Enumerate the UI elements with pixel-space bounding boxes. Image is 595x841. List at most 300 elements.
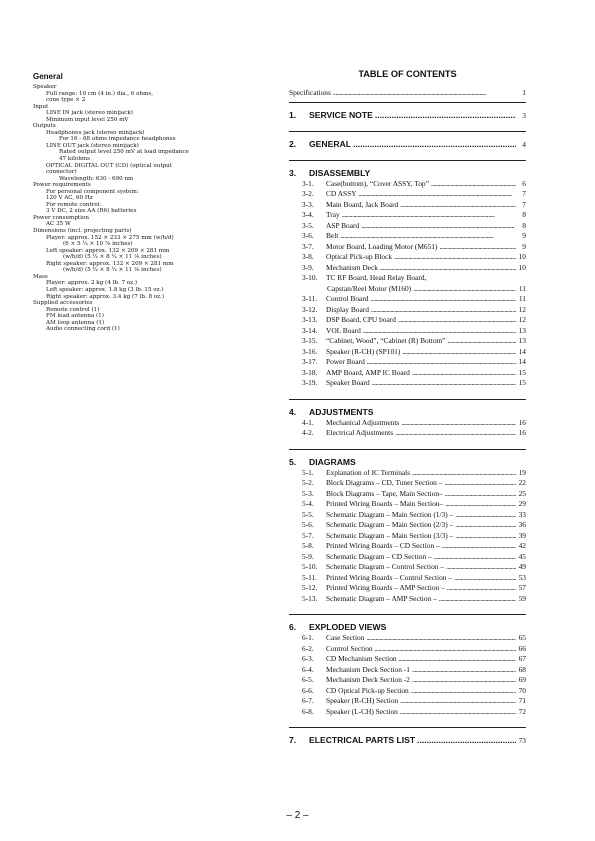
toc-section-title (289, 734, 415, 746)
spec-detail: AC 35 W (46, 221, 71, 228)
toc-section-title (289, 406, 373, 418)
toc-item-label: Schematic Diagram – Main Section (2/3) – (326, 520, 454, 529)
toc-item-label: Schematic Diagram – AMP Section – (326, 593, 437, 603)
toc-item-label: CD ASSY (326, 189, 357, 198)
toc-item-label-group (302, 531, 453, 542)
toc-item[interactable] (289, 552, 526, 563)
leader-dots (444, 478, 516, 489)
toc-item-number: 3-12. (302, 304, 318, 314)
toc-item-label-group (302, 263, 378, 274)
toc-item-label: Display Board (326, 304, 369, 314)
toc-item-number: 3-3. (302, 199, 314, 209)
toc-item-page: 8 (522, 210, 526, 219)
leader-dots (447, 583, 516, 594)
toc-item[interactable] (289, 357, 526, 368)
toc-item[interactable] (289, 675, 526, 686)
section-gap (289, 604, 526, 611)
spec-detail: For 16 - 68 ohms impedance headphones (59, 136, 176, 143)
leader-dots (434, 552, 516, 563)
toc-item[interactable] (289, 654, 526, 665)
toc-item-page: 7 (522, 189, 526, 198)
spec-detail: Rated output level 250 mV at load impedance (59, 149, 189, 156)
spec-category: Supplied accessories (33, 300, 93, 307)
toc-item-page: 57 (518, 583, 526, 592)
leader-dots (342, 210, 516, 221)
leader-dots (412, 665, 516, 676)
toc-section-number: 2. (289, 138, 297, 149)
leader-dots (340, 231, 516, 242)
spec-category: Outputs (33, 123, 56, 130)
toc-item-page: 59 (518, 593, 526, 603)
toc-item[interactable] (289, 633, 526, 644)
toc-item-label-group (302, 707, 398, 718)
spec-detail: OPTICAL DIGITAL OUT (CD) (optical output (46, 162, 173, 169)
toc-item-label: Belt (326, 231, 339, 240)
toc-item-number: 3-6. (302, 231, 314, 240)
toc-item-page: 10 (518, 252, 526, 261)
toc-section-5[interactable] (289, 456, 526, 468)
leader-dots (401, 418, 516, 429)
spec-detail: Right speaker: approx. 132 × 209 × 281 mm (46, 260, 174, 267)
toc-item[interactable] (289, 347, 526, 358)
toc-item-label-group (302, 326, 361, 337)
toc-item[interactable] (289, 583, 526, 594)
toc-item[interactable] (289, 336, 526, 347)
spec-detail: Right speaker: approx. 3.4 kg (7 lb. 8 oz.) (46, 293, 165, 300)
leader-dots (367, 357, 516, 368)
toc-item-label-group (302, 418, 399, 429)
toc-item-label-group (302, 315, 396, 326)
section-gap (289, 717, 526, 724)
section-divider (289, 102, 526, 103)
toc-item[interactable] (289, 273, 526, 284)
spec-detail: LINE IN jack (stereo minijack) (46, 110, 133, 117)
toc-section-title (289, 167, 370, 179)
toc-item[interactable] (289, 478, 526, 489)
toc-item-page: 12 (518, 304, 526, 314)
toc-item-page: 8 (522, 220, 526, 230)
spec-detail: For personal component system: (46, 188, 139, 195)
toc-item-number: 5-3. (302, 488, 314, 498)
toc-item-page: 36 (518, 520, 526, 529)
toc-item-number: 3-18. (302, 367, 318, 377)
table-of-contents (289, 68, 526, 746)
section-divider (289, 614, 526, 615)
toc-item-page: 53 (518, 572, 526, 582)
spec-detail: Audio connecting cord (1) (46, 326, 120, 333)
toc-section-label: GENERAL (309, 138, 352, 149)
toc-item-number: 3-5. (302, 220, 314, 230)
toc-item[interactable] (289, 326, 526, 337)
toc-item-label-group (302, 552, 432, 563)
toc-item-page: 9 (522, 231, 526, 240)
toc-item-number: 6-6. (302, 685, 314, 695)
toc-entry-page: 1 (522, 88, 526, 97)
toc-item[interactable] (289, 468, 526, 479)
toc-item-page: 11 (518, 283, 526, 293)
toc-item[interactable] (289, 231, 526, 242)
leader-dots (455, 510, 516, 521)
toc-item-number: 3-17. (302, 357, 318, 366)
toc-item-number: 6-8. (302, 706, 314, 716)
toc-item-label-group (302, 478, 442, 489)
toc-item-page: 42 (518, 541, 526, 550)
leader-dots (412, 368, 516, 379)
toc-item-label: Electrical Adjustments (326, 428, 394, 437)
toc-item-label-group (302, 347, 400, 358)
toc-item-label-group (302, 200, 398, 211)
toc-item-page: 13 (518, 336, 526, 345)
toc-item-label: Power Board (326, 357, 365, 366)
toc-item-number: 3-10. (302, 273, 318, 282)
toc-item-label: Main Board, Jack Board (326, 199, 399, 209)
section-gap (289, 150, 526, 157)
toc-section-number: 4. (289, 406, 297, 417)
leader-dots (445, 489, 516, 500)
leader-dots (333, 88, 516, 99)
toc-item[interactable] (289, 644, 526, 655)
toc-item-label: Mechanism Deck Section -1 (326, 664, 410, 674)
spec-detail: Headphones jack (stereo minijack) (46, 129, 145, 136)
leader-dots (454, 573, 516, 584)
leader-dots (412, 468, 516, 479)
toc-item[interactable] (289, 305, 526, 316)
toc-section-number: 6. (289, 622, 297, 632)
toc-item-number: 3-1. (302, 178, 314, 188)
toc-item-label: Printed Wiring Boards – AMP Section – (326, 583, 445, 592)
toc-item-number: 5-1. (302, 467, 314, 477)
spec-detail: (w/h/d) (5 ¼ × 8 ¼ × 11 ⅛ inches) (63, 267, 162, 274)
section-gap (289, 121, 526, 128)
spec-detail: Player: approx. 2 kg (4 lb. 7 oz.) (46, 280, 138, 287)
toc-item-page: 14 (518, 346, 526, 356)
toc-item-page: 16 (518, 417, 526, 427)
toc-item[interactable] (289, 418, 526, 429)
toc-section-2[interactable] (289, 138, 526, 150)
section-divider (289, 727, 526, 728)
toc-item[interactable] (289, 665, 526, 676)
leader-dots (455, 531, 516, 542)
toc-item-number: 3-19. (302, 378, 318, 387)
toc-item-label-group (302, 675, 410, 686)
toc-item-page: 19 (518, 467, 526, 477)
toc-item-label-group (302, 294, 369, 305)
toc-item-number: 3-4. (302, 210, 314, 219)
toc-item-number: 5-13. (302, 593, 318, 603)
toc-item-label: Schematic Diagram – CD Section – (326, 551, 432, 561)
toc-item-label: Speaker (L-CH) Section (326, 706, 398, 716)
leader-dots (395, 428, 516, 439)
toc-item-number: 3-9. (302, 262, 314, 272)
toc-section-label: ADJUSTMENTS (309, 406, 374, 417)
toc-section-page: 73 (518, 736, 526, 745)
toc-item[interactable] (289, 210, 526, 221)
toc-item[interactable] (289, 189, 526, 200)
toc-item-page: 68 (518, 664, 526, 674)
toc-section-number: 1. (289, 109, 297, 120)
toc-item-number: 3-14. (302, 325, 318, 335)
toc-item-label: Printed Wiring Boards – Control Section – (326, 572, 453, 582)
leader-dots (353, 138, 516, 150)
toc-item[interactable] (289, 294, 526, 305)
toc-item-label-group (302, 252, 392, 263)
toc-item[interactable] (289, 707, 526, 718)
toc-section-number: 5. (289, 456, 297, 467)
toc-item-page: 69 (518, 675, 526, 684)
toc-item-number: 6-7. (302, 696, 314, 705)
toc-item-label: Control Section (326, 643, 373, 653)
toc-item-label: Control Board (326, 294, 369, 303)
leader-dots (411, 686, 516, 697)
spec-detail: Left speaker: approx. 132 × 209 × 281 mm (46, 247, 170, 254)
toc-item-label-group (302, 541, 440, 552)
toc-item-label-group (302, 189, 357, 200)
toc-item[interactable] (289, 541, 526, 552)
section-gap (289, 389, 526, 396)
toc-item-label: Optical Pick-up Block (326, 252, 393, 261)
leader-dots (371, 305, 516, 316)
toc-item-number: 5-5. (302, 509, 314, 519)
toc-item[interactable] (289, 696, 526, 707)
toc-item[interactable] (289, 378, 526, 389)
toc-item-page: 25 (518, 488, 526, 498)
toc-item-label-group (302, 221, 359, 232)
toc-item[interactable] (289, 510, 526, 521)
toc-title: TABLE OF CONTENTS (358, 69, 457, 79)
toc-item-label: DSP Board, CPU board (326, 315, 396, 324)
leader-dots (455, 520, 516, 531)
leader-dots (448, 336, 516, 347)
toc-item-label-group (302, 489, 443, 500)
toc-item-label: Mechanical Adjustments (326, 417, 400, 427)
spec-detail: (6 × 5 ¼ × 10 ⅞ inches) (63, 241, 133, 248)
leader-dots (399, 654, 516, 665)
spec-category: Power requirements (33, 182, 91, 189)
spec-category: Mass (33, 273, 48, 280)
toc-item-number: 5-12. (302, 583, 318, 592)
toc-item-label-group (302, 468, 410, 479)
toc-item-page: 16 (518, 428, 526, 437)
toc-item-page: 72 (518, 706, 526, 716)
toc-item-number: 3-11. (302, 294, 318, 303)
spec-detail: Remote control (1) (46, 306, 100, 313)
toc-item-label-group (302, 179, 429, 190)
toc-item-page: 71 (518, 696, 526, 705)
toc-section-page: 3 (522, 110, 526, 120)
toc-sections (289, 102, 526, 747)
toc-item-label-group (302, 644, 373, 655)
toc-section-page: 4 (522, 139, 526, 149)
toc-item-label: Block Diagrams – Tape, Main Section– (326, 488, 443, 498)
toc-item-number: 3-16. (302, 346, 318, 356)
toc-item-label-group (302, 231, 338, 242)
leader-dots (417, 734, 516, 746)
toc-item-page: 39 (518, 530, 526, 540)
toc-item-number: 6-2. (302, 643, 314, 653)
toc-item-label: Case Section (326, 633, 365, 642)
leader-dots (400, 707, 516, 718)
spec-category: Power consumption (33, 214, 89, 221)
spec-category: Dimensions (incl. projecting parts) (33, 228, 132, 235)
toc-item-label-group (302, 242, 437, 253)
toc-item[interactable] (289, 594, 526, 605)
toc-item-page: 15 (518, 378, 526, 387)
spec-detail: Wavelength: 630 - 690 nm (59, 175, 134, 182)
toc-item[interactable] (289, 428, 526, 439)
toc-item[interactable] (289, 573, 526, 584)
leader-dots (398, 315, 516, 326)
toc-item[interactable] (289, 242, 526, 253)
spec-detail: Left speaker: approx. 1.8 kg (3 lb. 15 oz.) (46, 286, 164, 293)
spec-category: Speaker (33, 84, 57, 90)
spec-detail: LINE OUT jack (stereo minijack) (46, 142, 139, 149)
toc-item-number: 3-8. (302, 252, 314, 261)
toc-item-label: Mechanism Deck Section -2 (326, 675, 410, 684)
toc-item-label-group (302, 583, 445, 594)
toc-item-number: 5-11. (302, 572, 318, 582)
general-specs (33, 72, 258, 333)
toc-section-title (289, 109, 373, 121)
toc-section-label: DIAGRAMS (309, 456, 356, 467)
toc-item-page: 11 (518, 294, 526, 303)
toc-item-number: 6-5. (302, 675, 314, 684)
toc-section-number: 3. (289, 167, 297, 178)
toc-section-label: EXPLODED VIEWS (309, 622, 387, 632)
toc-item-page: 9 (522, 241, 526, 251)
toc-item-page: 13 (518, 325, 526, 335)
toc-section-6[interactable] (289, 621, 526, 633)
toc-section-title (289, 138, 351, 150)
leader-dots (375, 644, 516, 655)
toc-item-label: AMP Board, AMP IC Board (326, 367, 410, 377)
toc-item-page: 66 (518, 643, 526, 653)
leader-dots (372, 378, 516, 389)
leader-dots (439, 242, 516, 253)
spec-detail: (w/h/d) (5 ¼ × 8 ¼ × 11 ⅛ inches) (63, 254, 162, 261)
toc-item-number: 5-10. (302, 562, 318, 571)
toc-item[interactable] (289, 368, 526, 379)
toc-section-7[interactable] (289, 734, 526, 746)
toc-item[interactable] (289, 489, 526, 500)
toc-item-label: Speaker (R-CH) (SP101) (326, 346, 401, 356)
toc-item[interactable] (289, 263, 526, 274)
toc-item-page: 22 (518, 478, 526, 487)
toc-section-1[interactable] (289, 109, 526, 121)
leader-dots (371, 294, 517, 305)
toc-entry-specifications[interactable] (289, 88, 526, 99)
toc-item-label-group (302, 520, 453, 531)
toc-item-page: 6 (522, 178, 526, 188)
toc-item-label-group (302, 336, 446, 347)
toc-item[interactable] (289, 221, 526, 232)
toc-item-label: CD Optical Pick-up Section (326, 685, 409, 695)
toc-item-number: 3-7. (302, 241, 314, 251)
toc-item-page: 33 (518, 509, 526, 519)
toc-item-page: 70 (518, 685, 526, 695)
toc-section-number: 7. (289, 735, 297, 745)
toc-item-page: 49 (518, 562, 526, 571)
spec-detail: FM lead antenna (1) (46, 313, 104, 320)
toc-item-number: 4-1. (302, 417, 314, 427)
toc-item-label: Schematic Diagram – Main Section (3/3) – (326, 530, 454, 540)
toc-item-continuation-row[interactable] (289, 284, 526, 295)
leader-dots (363, 326, 516, 337)
toc-item-continuation: Capstan/Reel Motor (M160) (327, 283, 412, 293)
toc-item[interactable] (289, 562, 526, 573)
toc-section-4[interactable] (289, 406, 526, 418)
toc-item-number: 5-7. (302, 530, 314, 540)
toc-item-page: 45 (518, 551, 526, 561)
spec-detail: Minimum input level 250 mV (46, 116, 129, 123)
toc-item[interactable] (289, 252, 526, 263)
toc-item[interactable] (289, 531, 526, 542)
toc-item-label-group (302, 696, 398, 707)
toc-item-label: Speaker (R-CH) Section (326, 696, 399, 705)
section-divider (289, 399, 526, 400)
toc-item-label: Block Diagrams – CD, Tuner Section – (326, 478, 443, 487)
toc-item[interactable] (289, 499, 526, 510)
toc-item-label-group (302, 357, 365, 368)
toc-item-number: 3-13. (302, 315, 318, 324)
general-spec-lines (33, 84, 258, 333)
toc-item-number: 6-4. (302, 664, 314, 674)
toc-item-number: 6-3. (302, 654, 314, 663)
toc-item[interactable] (289, 200, 526, 211)
toc-item-label-group (302, 686, 409, 697)
leader-dots (394, 252, 516, 263)
toc-item-number: 5-4. (302, 499, 314, 508)
leader-dots (442, 541, 516, 552)
toc-item[interactable] (289, 520, 526, 531)
toc-item-page: 15 (518, 367, 526, 377)
toc-item-label: Printed Wiring Boards – CD Section – (326, 541, 440, 550)
toc-item-number: 6-1. (302, 633, 314, 642)
leader-dots (359, 189, 516, 200)
toc-item-number: 5-8. (302, 541, 314, 550)
toc-section-3[interactable] (289, 167, 526, 179)
section-divider (289, 131, 526, 132)
toc-item-label-group (302, 378, 370, 389)
toc-item-label-group (302, 499, 443, 510)
toc-item-label-group (302, 428, 393, 439)
toc-item-label: CD Mechanism Section (326, 654, 397, 663)
spec-detail: AM loop antenna (1) (46, 319, 105, 326)
page-number: – 2 – (286, 810, 309, 821)
toc-item-number: 3-2. (302, 189, 314, 198)
toc-item-label: Schematic Diagram – Control Section – (326, 562, 445, 571)
toc-item-label-group (302, 210, 340, 221)
toc-item-label: Tray (326, 210, 340, 219)
spec-detail: cone type × 2 (46, 97, 86, 104)
leader-dots (366, 633, 516, 644)
leader-dots (445, 499, 516, 510)
spec-detail: Full range: 10 cm (4 in.) dia., 6 ohms, (46, 90, 154, 97)
toc-item-page: 65 (518, 633, 526, 642)
toc-item-label: TC RF Board, Head Relay Board, (326, 273, 427, 282)
toc-item-label-group (302, 273, 426, 284)
toc-item[interactable] (289, 315, 526, 326)
leader-dots (412, 675, 516, 686)
toc-item-label: Motor Board, Loading Motor (M651) (326, 241, 438, 251)
toc-item[interactable] (289, 686, 526, 697)
spec-category: Input (33, 103, 49, 110)
toc-item-label-group (302, 573, 452, 584)
toc-item-number: 5-6. (302, 520, 314, 529)
leader-dots (431, 179, 516, 190)
toc-item[interactable] (289, 179, 526, 190)
general-heading: General (33, 72, 63, 81)
toc-section-title (289, 621, 386, 633)
